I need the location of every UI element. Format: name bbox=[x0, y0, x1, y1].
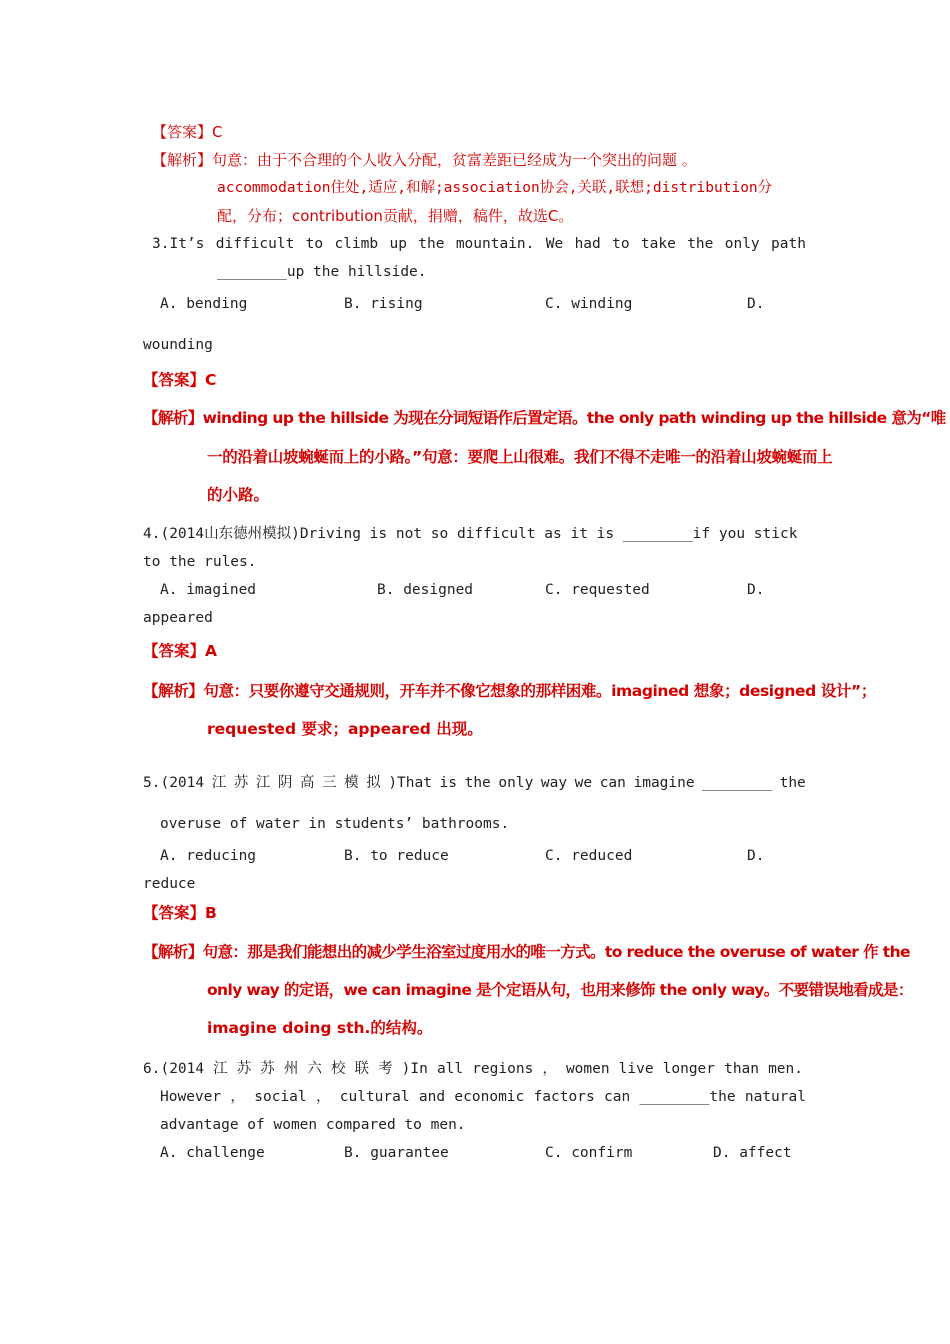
q3-stem-word: 3.It’s bbox=[152, 236, 205, 252]
q3-option-d-text: wounding bbox=[143, 337, 213, 353]
q4-stem-line2: to the rules. bbox=[143, 554, 257, 570]
q3-stem-word: up bbox=[389, 236, 407, 252]
q6-stem-line1-word: )In bbox=[401, 1061, 428, 1077]
q3-stem-word: climb bbox=[334, 236, 379, 252]
q6-stem-line2-word: economic bbox=[454, 1089, 525, 1105]
q5-option-b: B. to reduce bbox=[344, 848, 449, 864]
q5-stem-word: way bbox=[540, 775, 568, 791]
q3-stem-word: had bbox=[574, 236, 601, 252]
q5-stem-word: imagine bbox=[633, 775, 695, 791]
q6-stem-line2-word: ， bbox=[230, 1089, 245, 1105]
q6-stem-line1-word: longer bbox=[662, 1061, 716, 1077]
q5-stem-word: is bbox=[439, 775, 458, 791]
q3-option-c: C. winding bbox=[545, 296, 633, 312]
q5-stem-word: 江 bbox=[211, 775, 227, 791]
q5-stem-word: we bbox=[574, 775, 593, 791]
q6-stem-line1-word: 联 bbox=[354, 1061, 370, 1077]
q5-explanation-line2: only way 的定语，we can imagine 是个定语从句，也用来修饰 the only way。不要错误地看成是： bbox=[207, 981, 913, 999]
q6-stem-line2-word: and bbox=[418, 1089, 446, 1105]
q5-stem-word: 高 bbox=[300, 775, 315, 791]
q6-option-a: A. challenge bbox=[160, 1145, 265, 1161]
q6-stem-line1-word: live bbox=[618, 1061, 654, 1077]
q6-stem-line1-word: all bbox=[436, 1061, 464, 1077]
q6-stem-line1-word: regions bbox=[472, 1061, 534, 1077]
q6-stem-line1-word: 苏 bbox=[236, 1061, 252, 1077]
q3-stem-word: path bbox=[771, 236, 806, 252]
q5-stem-word: the bbox=[779, 775, 806, 791]
q3-explanation-line2: 一的沿着山坡蜿蜒而上的小路。”句意：要爬上山很难。我们不得不走唯一的沿着山坡蜿蜒而上 bbox=[207, 448, 833, 466]
q5-stem-word: 江 bbox=[255, 775, 271, 791]
q5-stem-word: the bbox=[464, 775, 491, 791]
q5-stem-word: 三 bbox=[322, 775, 337, 791]
q6-stem-line2-word: can bbox=[604, 1089, 631, 1105]
q5-stem-word: 5.(2014 bbox=[143, 775, 205, 791]
q4-stem-line1: 4.(2014山东德州模拟)Driving is not so difficult as it is ________if you stick bbox=[143, 526, 798, 542]
q3-stem-line1 bbox=[152, 234, 806, 254]
q3-option-b: B. rising bbox=[344, 296, 423, 312]
q6-stem-line2-word: ， bbox=[315, 1089, 331, 1105]
q5-explanation-line1: 【解析】句意：那是我们能想出的减少学生浴室过度用水的唯一方式。to reduce the overuse of water 作 the bbox=[143, 943, 910, 961]
q5-stem-word: )That bbox=[388, 775, 432, 791]
q4-option-d: D. bbox=[747, 582, 765, 598]
q5-stem-word: only bbox=[498, 775, 534, 791]
q6-stem-line1 bbox=[143, 1059, 803, 1079]
q4-answer: 【答案】A bbox=[143, 642, 217, 660]
q6-option-d: D. affect bbox=[713, 1145, 792, 1161]
q6-option-c: C. confirm bbox=[545, 1145, 633, 1161]
q5-answer: 【答案】B bbox=[143, 904, 217, 922]
q5-option-d: D. bbox=[747, 848, 765, 864]
q6-stem-line2-word: natural bbox=[744, 1089, 806, 1105]
q6-stem-line2-word: However bbox=[160, 1089, 222, 1105]
q3-stem-word: to bbox=[612, 236, 630, 252]
q5-stem-word: 模 bbox=[344, 775, 359, 791]
q6-stem-line2-word: cultural bbox=[339, 1089, 410, 1105]
q6-stem-line1-word: ， bbox=[542, 1061, 557, 1077]
q6-stem-line2-word: social bbox=[254, 1089, 307, 1105]
q6-stem-line1-word: than bbox=[724, 1061, 760, 1077]
q2-answer: 【答案】C bbox=[152, 123, 223, 141]
q6-stem-line3: advantage of women compared to men. bbox=[160, 1117, 466, 1133]
q4-explanation-line2: requested 要求；appeared 出现。 bbox=[207, 720, 483, 738]
q3-stem-word: take bbox=[640, 236, 676, 252]
q6-stem-line2 bbox=[160, 1087, 806, 1107]
q3-answer: 【答案】C bbox=[143, 371, 217, 389]
q2-explanation-line1: 【解析】句意：由于不合理的个人收入分配，贫富差距已经成为一个突出的问题 。 bbox=[152, 151, 697, 169]
q3-stem-line2: ________up the hillside. bbox=[217, 264, 427, 280]
q5-stem-word: 苏 bbox=[233, 775, 249, 791]
q3-stem-word: the bbox=[418, 236, 445, 252]
q6-stem-line1-word: men. bbox=[768, 1061, 803, 1077]
q6-stem-line2-word: ________the bbox=[639, 1089, 736, 1105]
q6-stem-line2-word: factors bbox=[533, 1089, 595, 1105]
q5-stem-word: ________ bbox=[702, 775, 773, 791]
q4-option-b: B. designed bbox=[377, 582, 474, 598]
q3-stem-word: We bbox=[545, 236, 564, 252]
q6-stem-line1-word: 六 bbox=[307, 1061, 322, 1077]
q5-option-a: A. reducing bbox=[160, 848, 257, 864]
q6-stem-line1-word: 州 bbox=[283, 1061, 299, 1077]
q5-stem-line2: overuse of water in students’ bathrooms. bbox=[160, 816, 510, 832]
q5-option-d-text: reduce bbox=[143, 876, 196, 892]
q3-explanation-line3: 的小路。 bbox=[207, 486, 270, 504]
q3-stem-word: the bbox=[687, 236, 714, 252]
q3-stem-word: mountain. bbox=[455, 236, 535, 252]
q3-stem-word: to bbox=[305, 236, 324, 252]
q6-stem-line1-word: women bbox=[565, 1061, 610, 1077]
q6-stem-line1-word: 考 bbox=[378, 1061, 393, 1077]
q6-option-b: B. guarantee bbox=[344, 1145, 449, 1161]
q4-option-c: C. requested bbox=[545, 582, 650, 598]
q6-stem-line1-word: 江 bbox=[213, 1061, 228, 1077]
q6-stem-line1-word: 苏 bbox=[260, 1061, 275, 1077]
q3-explanation-line1: 【解析】winding up the hillside 为现在分词短语作后置定语。the only path winding up the hillside 意为“唯 bbox=[143, 409, 946, 427]
q5-option-c: C. reduced bbox=[545, 848, 633, 864]
q5-stem-line1 bbox=[143, 773, 806, 793]
q3-option-a: A. bending bbox=[160, 296, 248, 312]
q2-explanation-line3: 配，分布；contribution贡献，捐赠，稿件，故选C。 bbox=[217, 207, 574, 225]
q5-explanation-line3: imagine doing sth.的结构。 bbox=[207, 1019, 433, 1037]
q3-stem-word: difficult bbox=[215, 236, 295, 252]
q2-explanation-line2: accommodation住处,适应,和解;association协会,关联,联想;distribution分 bbox=[217, 180, 773, 196]
q6-stem-line1-word: 6.(2014 bbox=[143, 1061, 205, 1077]
q3-option-d: D. bbox=[747, 296, 765, 312]
q4-explanation-line1: 【解析】句意：只要你遵守交通规则，开车并不像它想象的那样困难。imagined 想象；designed 设计”； bbox=[143, 682, 876, 700]
q4-option-d-text: appeared bbox=[143, 610, 213, 626]
q4-option-a: A. imagined bbox=[160, 582, 257, 598]
q6-stem-line1-word: 校 bbox=[330, 1061, 346, 1077]
q5-stem-word: 阴 bbox=[277, 775, 293, 791]
q3-stem-word: only bbox=[724, 236, 760, 252]
q5-stem-word: can bbox=[599, 775, 626, 791]
q5-stem-word: 拟 bbox=[366, 775, 381, 791]
